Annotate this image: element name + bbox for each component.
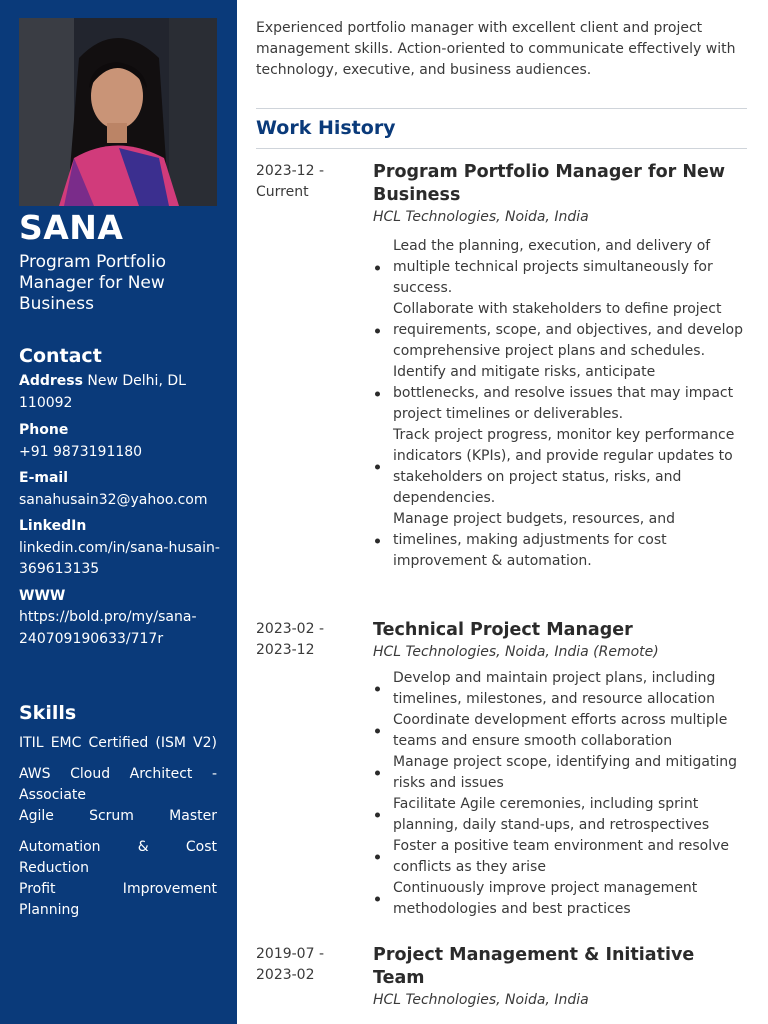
- job-body: [373, 944, 745, 1011]
- bullet-text: Manage project scope, identifying and mitigating risks and issues: [393, 754, 738, 791]
- list-item: [373, 836, 745, 878]
- bullet-icon: [375, 771, 380, 776]
- list-item: [373, 236, 745, 299]
- bullet-icon: [375, 729, 380, 734]
- bullet-icon: [375, 897, 380, 902]
- job-role: Project Management & Initiative Team: [373, 945, 695, 988]
- email-label: E-mail: [19, 470, 69, 486]
- list-item: [373, 668, 745, 710]
- job-bullets: [373, 668, 745, 920]
- contact-www: [19, 586, 224, 651]
- linkedin-label: LinkedIn: [19, 518, 87, 534]
- bullet-text: Manage project budgets, resources, and timelines, making adjustments for cost improvement & automation.: [393, 511, 676, 569]
- address-label: Address: [19, 373, 83, 389]
- skill-item: Automation & Cost Reduction: [19, 839, 217, 876]
- divider: [256, 148, 747, 149]
- skills-heading: Skills: [19, 702, 77, 724]
- bullet-icon: [375, 465, 380, 470]
- job-role: Technical Project Manager: [373, 620, 633, 640]
- profile-photo: [19, 18, 217, 206]
- candidate-name: SANA: [19, 208, 124, 247]
- sidebar: [0, 0, 237, 1024]
- job-body: [373, 619, 745, 920]
- bullet-text: Identify and mitigate risks, anticipate bottlenecks, and resolve issues that may impact project timelines or deliverables.: [393, 364, 734, 422]
- bullet-icon: [375, 328, 380, 333]
- phone-value[interactable]: +91 9873191180: [19, 443, 143, 460]
- contact-heading: Contact: [19, 345, 102, 367]
- job-company: HCL Technologies, Noida, India: [373, 992, 589, 1008]
- bullet-icon: [375, 391, 380, 396]
- list-item: [373, 710, 745, 752]
- candidate-title: Program Portfolio Manager for New Business: [19, 252, 167, 314]
- job-company: HCL Technologies, Noida, India (Remote): [373, 644, 659, 660]
- bullet-text: Lead the planning, execution, and delivery of multiple technical projects simultaneously for success.: [393, 238, 713, 296]
- list-item: [373, 752, 745, 794]
- bullet-text: Track project progress, monitor key performance indicators (KPIs), and provide regular updates to stakeholders on project status, risks, and dependencies.: [393, 427, 735, 506]
- bullet-icon: [375, 813, 380, 818]
- skill-item: AWS Cloud Architect - Associate: [19, 766, 217, 803]
- bullet-text: Facilitate Agile ceremonies, including sprint planning, daily stand-ups, and retrospectives: [393, 796, 710, 833]
- job-company: HCL Technologies, Noida, India: [373, 209, 589, 225]
- contact-linkedin: [19, 516, 224, 581]
- job-role: Program Portfolio Manager for New Business: [373, 162, 726, 205]
- bullet-text: Develop and maintain project plans, including timelines, milestones, and resource allocation: [393, 670, 716, 707]
- contact-phone: [19, 420, 224, 463]
- job-dates: 2019-07 - 2023-02: [256, 946, 324, 983]
- bullet-icon: [375, 265, 380, 270]
- skill-item: ITIL EMC Certified (ISM V2): [19, 735, 217, 751]
- bullet-text: Coordinate development efforts across multiple teams and ensure smooth collaboration: [393, 712, 728, 749]
- bullet-icon: [375, 687, 380, 692]
- list-item: [373, 878, 745, 920]
- www-label: WWW: [19, 587, 66, 604]
- bullet-text: Continuously improve project management methodologies and best practices: [393, 880, 698, 917]
- skill-item: Profit Improvement Planning: [19, 881, 217, 918]
- list-item: [373, 509, 745, 572]
- job-dates: 2023-02 - 2023-12: [256, 621, 324, 658]
- work-history-heading: Work History: [256, 117, 396, 139]
- job-body: [373, 161, 745, 572]
- address-value: New Delhi, DL 110092: [19, 373, 186, 411]
- www-link[interactable]: https://bold.pro/my/sana-240709190633/717r: [19, 609, 197, 647]
- linkedin-link[interactable]: linkedin.com/in/sana-husain-369613135: [19, 539, 220, 577]
- bullet-text: Collaborate with stakeholders to define project requirements, scope, and objectives, and develop comprehensive project plans and schedules.: [393, 301, 743, 359]
- bullet-icon: [375, 538, 380, 543]
- list-item: [373, 425, 745, 509]
- contact-address: [19, 371, 224, 414]
- list-item: [373, 362, 745, 425]
- divider: [256, 108, 747, 109]
- bullet-icon: [375, 855, 380, 860]
- bullet-text: Foster a positive team environment and resolve conflicts as they arise: [393, 838, 729, 875]
- skill-item: Agile Scrum Master: [19, 808, 217, 824]
- skills-list: [19, 733, 217, 921]
- phone-label: Phone: [19, 422, 69, 438]
- list-item: [373, 299, 745, 362]
- list-item: [373, 794, 745, 836]
- professional-summary: Experienced portfolio manager with excellent client and project management skills. Action-oriented to communicate effectively with technology, executive, and business audiences.: [256, 20, 736, 78]
- contact-section: [19, 371, 224, 655]
- job-bullets: [373, 236, 745, 572]
- job-dates: 2023-12 - Current: [256, 163, 324, 200]
- email-link[interactable]: sanahusain32@yahoo.com: [19, 491, 208, 508]
- contact-email: [19, 468, 224, 511]
